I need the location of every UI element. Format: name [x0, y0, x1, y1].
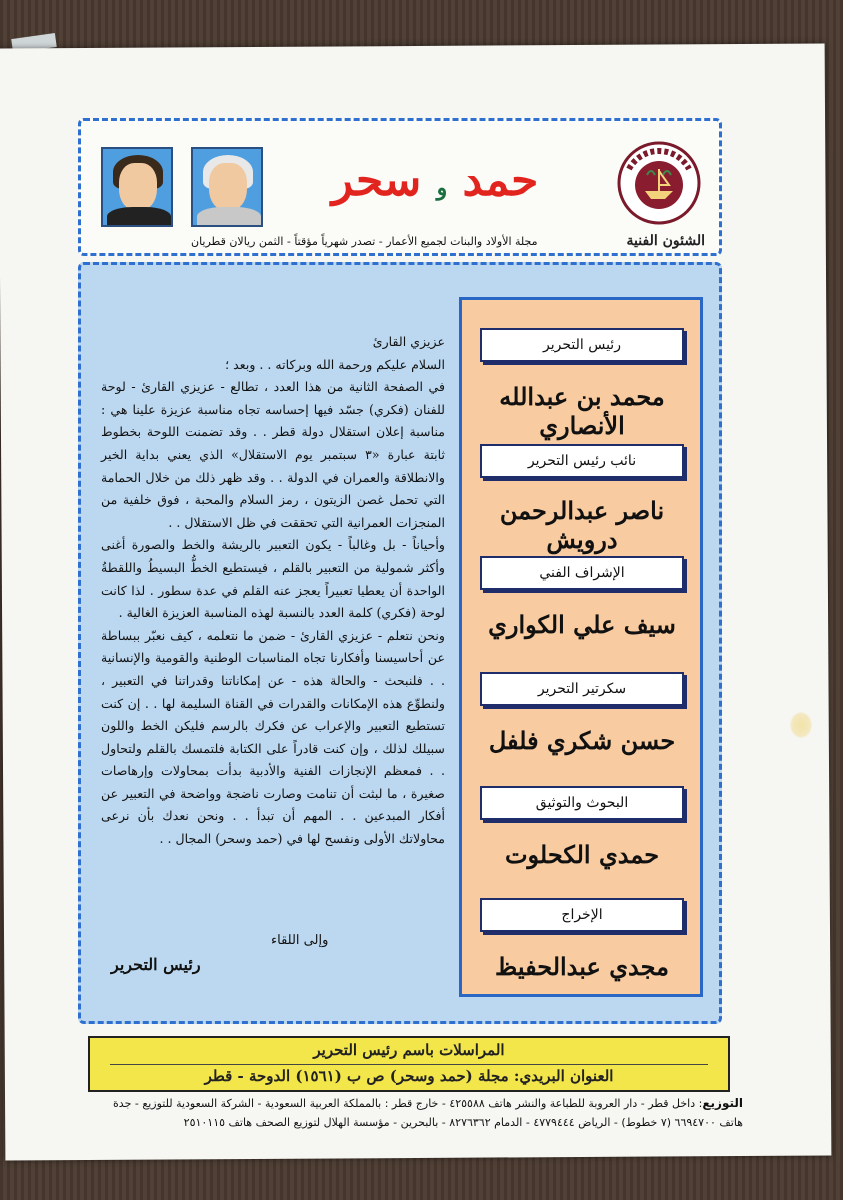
ministry-emblem-icon — [615, 139, 703, 229]
name-layout: مجدي عبدالحفيظ — [495, 952, 669, 981]
letter-signature: رئيس التحرير — [111, 955, 201, 974]
name-research: حمدي الكحلوت — [504, 840, 660, 869]
letter-greeting: عزيزي القارئ — [372, 334, 445, 349]
boy-portrait — [191, 147, 263, 227]
role-editorial-secretary: سكرتير التحرير — [480, 672, 684, 706]
role-art-supervision: الإشراف الفني — [480, 556, 684, 590]
letter-paragraph-1: في الصفحة الثانية من هذا العدد ، تطالع - عزيزي القارئ - لوحة للفنان (فكري) جسّد فيها إحساسه تجاه مناسبة عزيزة علينا هي : مناسبة إعلان استقلال دولة قطر . . وقد تضمنت اللوحة بخطوط ثابتة عبارة «٣ سبتمبر يوم الاستقلال» الذي يعني بداية الخير والانطلاقة والعمران في الدولة . . وقد ظهر ذلك من خلال الحمامة التي تحمل غصن الزيتون ، رمز السلام والمحبة ، فوق خلفية من المنجزات العمرانية التي تحققت في ظل الاستقلال . . — [101, 379, 445, 530]
letter-paragraph-2: وأحياناً - بل وغالباً - يكون التعبير بالريشة والخط والصورة أغنى وأكثر شمولية من التعبير بالقلم ، فيستطيع الخطُّ البسيطُ واللقطةُ الواحدة أن يعطيا تعبيراً يعجز عنه القلم في عدة سطور . لذا كانت لوحة (فكري) كلمة العدد بالنسبة لهذه المناسبة العزيزة الغالية . — [101, 537, 445, 621]
staff-panel — [459, 297, 703, 997]
title-and: و — [436, 175, 448, 201]
magazine-title — [315, 155, 555, 206]
masthead — [78, 118, 722, 256]
title-part-1: حمد — [462, 155, 539, 206]
role-deputy-editor: نائب رئيس التحرير — [480, 444, 684, 478]
letter-salutation: السلام عليكم ورحمة الله وبركاته . . وبعد ؛ — [225, 356, 445, 372]
girl-portrait — [101, 147, 173, 227]
correspondence-banner — [88, 1036, 730, 1092]
name-art-supervision: سيف علي الكواري — [488, 610, 676, 639]
tagline: مجلة الأولاد والبنات لجميع الأعمار - تصدر شهرياً مؤقتاً - الثمن ريالان قطريان — [191, 235, 538, 248]
distribution-label: التوزيع — [702, 1096, 743, 1110]
role-research: البحوث والتوثيق — [480, 786, 684, 820]
paper-stain — [790, 712, 812, 738]
role-layout: الإخراج — [480, 898, 684, 932]
department-label: الشئون الفنية — [626, 233, 705, 249]
name-deputy-editor: ناصر عبدالرحمن درويش — [499, 496, 665, 554]
name-editor-in-chief: محمد بن عبدالله الأنصاري — [499, 382, 665, 440]
role-editor-in-chief: رئيس التحرير — [480, 328, 684, 362]
distribution-line-1 — [113, 1096, 743, 1110]
letter-closing: وإلى اللقاء — [271, 933, 329, 948]
postal-address: العنوان البريدي: مجلة (حمد وسحر) ص ب (١٥٦١) الدوحة - قطر — [204, 1067, 614, 1085]
name-editorial-secretary: حسن شكري فلفل — [488, 726, 676, 755]
correspondence-line: المراسلات باسم رئيس التحرير — [313, 1041, 505, 1059]
main-panel — [78, 262, 722, 1024]
editor-letter — [101, 331, 445, 851]
distribution-text-1: : داخل قطر - دار العروبة للطباعة والنشر هاتف ٤٢٥٥٨٨ - خارج قطر : بالمملكة العربية السعودية - الشركة السعودية للتوزيع - جدة — [113, 1097, 703, 1110]
letter-paragraph-3: ونحن نتعلم - عزيزي القارئ - ضمن ما نتعلمه ، كيف نعبّر ببساطة عن أحاسيسنا وأفكارنا تجاه المناسبات الوطنية والقومية والإنسانية . . فلنبحث - والحالة هذه - عن إمكاناتنا وقدراتنا في التعبير ، ولنطوِّع هذه الإمكانات والقدرات في القناة السليمة لها . . إن كنت تستطيع التعبير والإعراب عن فكرك بالرسم فليكن الخط واللون سبيلك لذلك ، وإن كنت قادراً على الكتابة فلتمسك بالقلم ولتحاول . . فمعظم الإنجازات الفنية والأدبية بدأت بمحاولات وإرهاصات صغيرة ، ما لبثت أن تنامت وصارت ناضجة وواضحة في التعبير عن أفكار المبدعين . . المهم أن تبدأ . . ونحن نعدك بأن نرعى محاولاتك الأولى ونفسح لها في (حمد وسحر) المجال . . — [101, 627, 445, 847]
title-part-2: سحر — [331, 155, 422, 206]
distribution-line-2: هاتف ٦٦٩٤٧٠٠ (٧ خطوط) - الرياض ٤٧٧٩٤٤٤ - الدمام ٨٢٧٦٣٦٢ - بالبحرين - مؤسسة الهلال لتوزيع الصحف هاتف ٢٥١٠١١٥ — [183, 1116, 743, 1129]
